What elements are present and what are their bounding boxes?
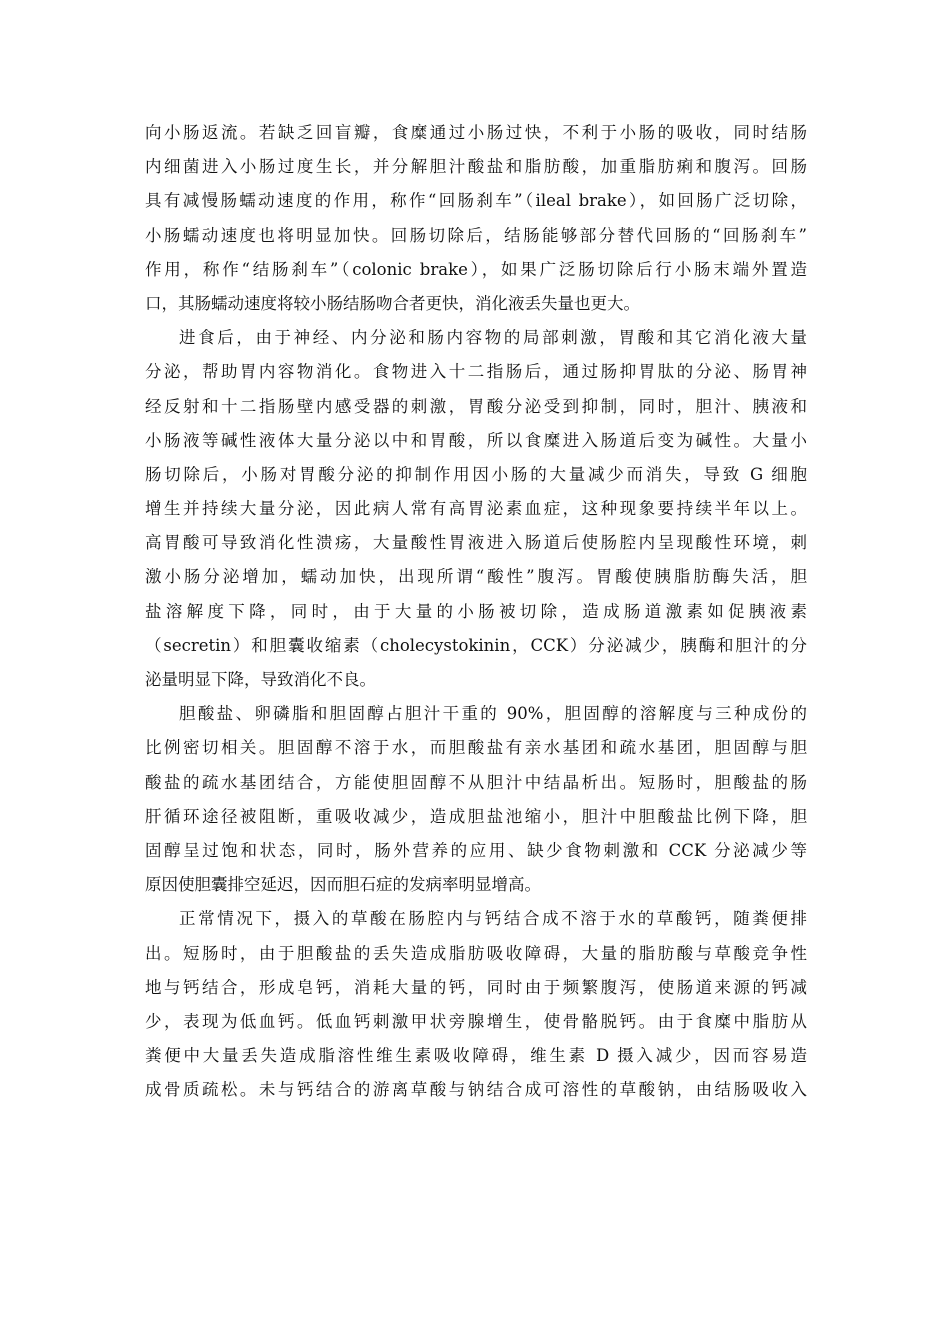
text-line: 正常情况下，摄入的草酸在肠腔内与钙结合成不溶于水的草酸钙，随粪便排 [179,909,807,929]
text-line: 分泌，帮助胃内容物消化。食物进入十二指肠后，通过肠抑胃肽的分泌、肠胃神 [145,362,807,382]
text-line: 小肠液等碱性液体大量分泌以中和胃酸，所以食糜进入肠道后变为碱性。大量小 [145,430,807,450]
text-line: 具有减慢肠蠕动速度的作用，称作“回肠刹车”（ileal brake），如回肠广泛切除， [145,191,807,211]
text-line: 作用，称作“结肠刹车”（colonic brake），如果广泛肠切除后行小肠末端外置造 [145,259,807,279]
text-line: 胆酸盐、卵磷脂和胆固醇占胆汁干重的 90%，胆固醇的溶解度与三种成份的 [179,704,807,724]
text-line: 出。短肠时，由于胆酸盐的丢失造成脂肪吸收障碍，大量的脂肪酸与草酸竞争性 [145,943,807,963]
text-line: 比例密切相关。胆固醇不溶于水，而胆酸盐有亲水基团和疏水基团，胆固醇与胆 [145,738,807,758]
text-line: 小肠蠕动速度也将明显加快。回肠切除后，结肠能够部分替代回肠的“回肠刹车” [145,225,807,245]
text-line: 泌量明显下降，导致消化不良。 [145,670,376,689]
text-line: 少，表现为低血钙。低血钙刺激甲状旁腺增生，使骨骼脱钙。由于食糜中脂肪从 [145,1011,807,1031]
text-line: 成骨质疏松。未与钙结合的游离草酸与钠结合成可溶性的草酸钠，由结肠吸收入 [145,1080,807,1100]
text-line: 内细菌进入小肠过度生长，并分解胆汁酸盐和脂肪酸，加重脂肪痢和腹泻。回肠 [145,157,807,177]
text-line: 口，其肠蠕动速度将较小肠结肠吻合者更快，消化液丢失量也更大。 [145,293,640,313]
text-line: 粪便中大量丢失造成脂溶性维生素吸收障碍，维生素 D 摄入减少，因而容易造 [145,1046,807,1066]
text-line: 肠切除后，小肠对胃酸分泌的抑制作用因小肠的大量减少而消失，导致 G 细胞 [145,464,807,484]
paragraph [145,697,807,902]
text-line: 地与钙结合，形成皂钙，消耗大量的钙，同时由于频繁腹泻，使肠道来源的钙减 [145,977,807,997]
text-line: 增生并持续大量分泌，因此病人常有高胃泌素血症，这种现象要持续半年以上。 [145,499,807,519]
text-line: （secretin）和胆囊收缩素（cholecystokinin，CCK）分泌减少，胰酶和胆汁的分 [145,635,807,655]
paragraph [145,321,807,697]
text-line: 肝循环途径被阻断，重吸收减少，造成胆盐池缩小，胆汁中胆酸盐比例下降，胆 [145,806,807,826]
text-line: 激小肠分泌增加，蠕动加快，出现所谓“酸性”腹泻。胃酸使胰脂肪酶失活，胆 [145,567,807,587]
text-line: 酸盐的疏水基团结合，方能使胆固醇不从胆汁中结晶析出。短肠时，胆酸盐的肠 [145,772,807,792]
text-line: 经反射和十二指肠壁内感受器的刺激，胃酸分泌受到抑制，同时，胆汁、胰液和 [145,396,807,416]
text-line: 向小肠返流。若缺乏回盲瓣，食糜通过小肠过快，不利于小肠的吸收，同时结肠 [145,123,807,142]
paragraph [145,116,807,321]
text-line: 进食后，由于神经、内分泌和肠内容物的局部刺激，胃酸和其它消化液大量 [179,328,807,348]
text-line: 高胃酸可导致消化性溃疡，大量酸性胃液进入肠道后使肠腔内呈现酸性环境，刺 [145,533,807,553]
text-line: 固醇呈过饱和状态，同时，肠外营养的应用、缺少食物刺激和 CCK 分泌减少等 [145,840,807,860]
document-body [145,116,807,1107]
paragraph [145,902,807,1107]
text-line: 盐溶解度下降，同时，由于大量的小肠被切除，造成肠道激素如促胰液素 [145,601,807,621]
text-line: 原因使胆囊排空延迟，因而胆石症的发病率明显增高。 [145,875,541,895]
